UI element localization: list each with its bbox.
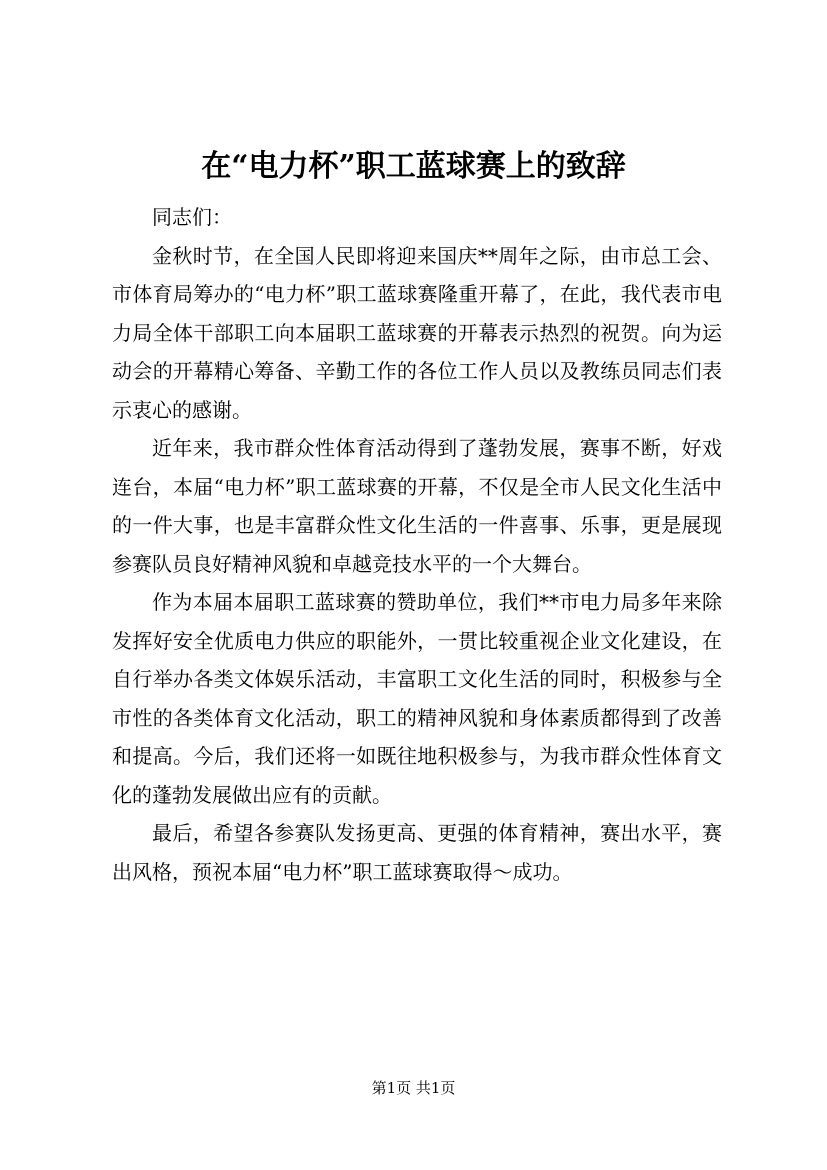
paragraph-1: 金秋时节，在全国人民即将迎来国庆**周年之际，由市总工会、市体育局筹办的“电力杯”职工蓝球赛隆重开幕了，在此，我代表市电力局全体干部职工向本届职工蓝球赛的开幕表示热烈的祝贺。向为运动会的开幕精心筹备、辛勤工作的各位工作人员以及教练员同志们表示衷心的感谢。 (112, 243, 722, 422)
page-number-footer: 第1页 共1页 (371, 1079, 456, 1097)
greeting: 同志们： (152, 205, 232, 229)
paragraph-4: 最后，希望各参赛队发扬更高、更强的体育精神，赛出水平，赛出风格，预祝本届“电力杯”职工蓝球赛取得～成功。 (112, 821, 722, 884)
paragraph-2: 近年来，我市群众性体育活动得到了蓬勃发展，赛事不断，好戏连台，本届“电力杯”职工蓝球赛的开幕，不仅是全市人民文化生活中的一件大事，也是丰富群众性文化生活的一件喜事、乐事，更是展现参赛队员良好精神风貌和卓越竞技水平的一个大舞台。 (112, 436, 722, 576)
paragraph-3: 作为本届本届职工蓝球赛的赞助单位，我们**市电力局多年来除发挥好安全优质电力供应的职能外，一贯比较重视企业文化建设，在自行举办各类文体娱乐活动，丰富职工文化生活的同时，积极参与全市性的各类体育文化活动，职工的精神风貌和身体素质都得到了改善和提高。今后，我们还将一如既往地积极参与，为我市群众性体育文化的蓬勃发展做出应有的贡献。 (112, 590, 722, 807)
document-title: 在“电力杯”职工蓝球赛上的致辞 (201, 149, 626, 184)
document-body (112, 198, 722, 891)
